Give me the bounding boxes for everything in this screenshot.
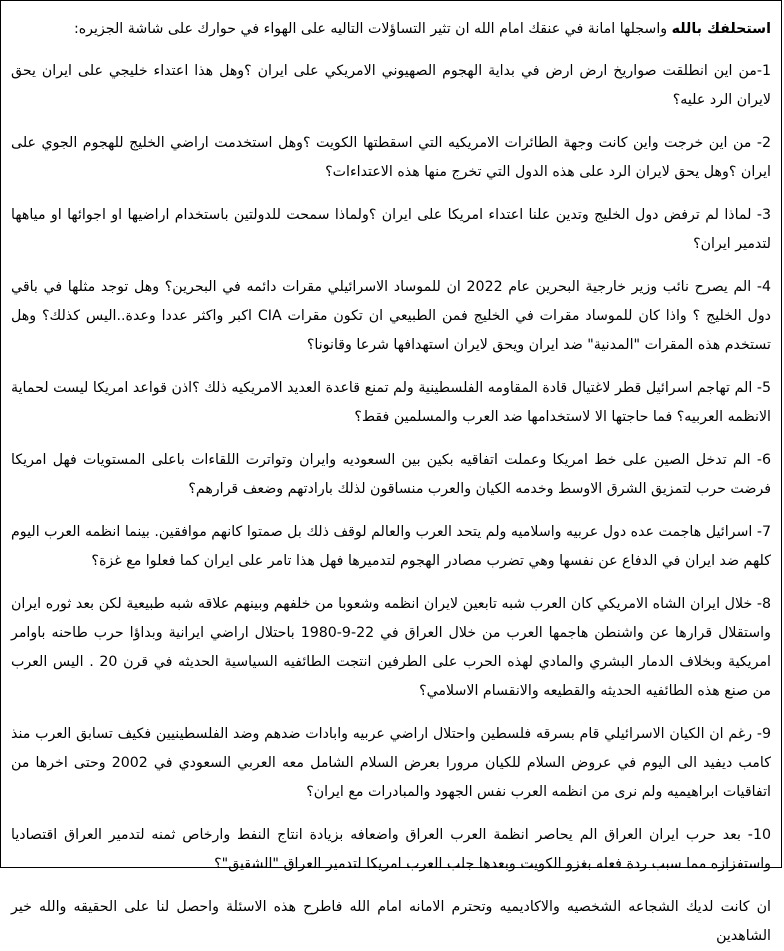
- question-7: 7- اسرائيل هاجمت عده دول عربيه واسلاميه ولم يتحد العرب والعالم لوقف ذلك بل صمتوا كانهم موافقين. بينما انظمه العرب اليوم كلهم ضد ايران في الدفاع عن نفسها وهي تضرب مصادر الهجوم لتدميرها فهل هذا تامر على ايران كما فعلوا مع غزة؟: [11, 524, 771, 569]
- intro-text: واسجلها امانة في عنقك امام الله ان تثير التساؤلات التاليه على الهواء في حوارك على شاشة الجزيره:: [73, 21, 672, 37]
- question-9: 9- رغم ان الكيان الاسرائيلي قام بسرقه فلسطين واحتلال اراضي عربيه وابادات ضدهم وضد الفلسطينيين فكيف تسابق العرب منذ كامب ديفيد الى اليوم في عروض السلام للكيان مرورا بعرض السلام الشامل معه العربي السعودي في 2002 وحتى اخرها من اتفاقيات ابراهيميه ولم نرى من انظمه العرب نفس الجهود والمبادرات مع ايران؟: [11, 726, 771, 800]
- spacer: [11, 44, 771, 57]
- question-5: 5- الم تهاجم اسرائيل قطر لاغتيال قادة المقاومه الفلسطينية ولم تمنع قاعدة العديد الامريكيه ذلك ؟اذن قواعد امريكا ليست لحماية الانظمه العربيه؟ فما حاجتها الا لاستخدامها ضد العرب والمسلمين فقط؟: [11, 380, 771, 425]
- closing-paragraph: ان كانت لديك الشجاعه الشخصيه والاكاديميه وتحترم الامانه امام الله فاطرح هذه الاسئلة واحصل لنا على الحقيقه والله خير الشاهدين: [11, 899, 771, 944]
- question-2: 2- من اين خرجت واين كانت وجهة الطائرات الامريكيه التي اسقطتها الكويت ؟وهل استخدمت اراضي الخليج للهجوم الجوي على ايران ؟وهل يحق لايران الرد على هذه الدول التي تخرج منها هذه الاعتداءات؟: [11, 135, 771, 180]
- intro-lead: استحلفك بالله: [671, 21, 771, 37]
- question-6: 6- الم تدخل الصين على خط امريكا وعملت اتفاقيه بكين بين السعوديه وايران وتواترت اللقاءات باعلى المستويات فهل امريكا فرضت حرب لتمزيق الشرق الاوسط وخدمه الكيان والعرب منساقون لذلك بارادتهم وضعف قرارهم؟: [11, 452, 771, 497]
- intro-paragraph: [11, 15, 771, 44]
- question-4: 4- الم يصرح نائب وزير خارجية البحرين عام 2022 ان للموساد الاسرائيلي مقرات دائمه في البحرين؟ وهل توجد مثلها في باقي دول الخليج ؟ واذا كان للموساد مقرات في الخليج فمن الطبيعي ان تكون مقرات CIA اكبر واكثر عددا وعدة..اليس كذلك؟ وهل تستخدم هذه المقرات "المدنية" ضد ايران ويحق لايران استهدافها شرعا وقانونا؟: [11, 279, 771, 353]
- question-1: 1-من اين انطلقت صواريخ ارض ارض في بداية الهجوم الصهيوني الامريكي على ايران ؟وهل هذا اعتداء خليجي على ايران يحق لايران الرد عليه؟: [11, 63, 771, 108]
- question-3: 3- لماذا لم ترفض دول الخليج وتدين علنا اعتداء امريكا على ايران ؟ولماذا سمحت للدولتين باستخدام اراضيها او اجوائها او مياهها لتدمير ايران؟: [11, 207, 771, 252]
- question-10: 10- بعد حرب ايران العراق الم يحاصر انظمة العرب العراق واضعافه بزيادة انتاج النفط وارخاص ثمنه لتدمير العراق اقتصاديا واستفزازه مما سبب ردة فعله بغزو الكويت وبعدها جلب العرب امريكا لتدمير العراق "الشقيق"؟: [11, 827, 771, 872]
- question-8: 8- خلال ايران الشاه الامريكي كان العرب شبه تابعين لايران انظمه وشعوبا من خلفهم وبينهم علاقه شبه طبيعية لكن بعد ثوره ايران واستقلال قرارها عن واشنطن هاجمها العرب من خلال العراق في 22-9-1980 باحتلال اراضي ايرانية وبداؤا حرب طاحنه باوامر امريكية وبخلاف الدمار البشري والمادي لهذه الحرب على الطرفين انتجت الطائفيه السياسية الحديثه في قرن 20 . اليس العرب من صنع هذه الطائفيه الحديثه والقطيعه والانقسام الاسلامي؟: [11, 596, 772, 699]
- document-body: [11, 15, 772, 944]
